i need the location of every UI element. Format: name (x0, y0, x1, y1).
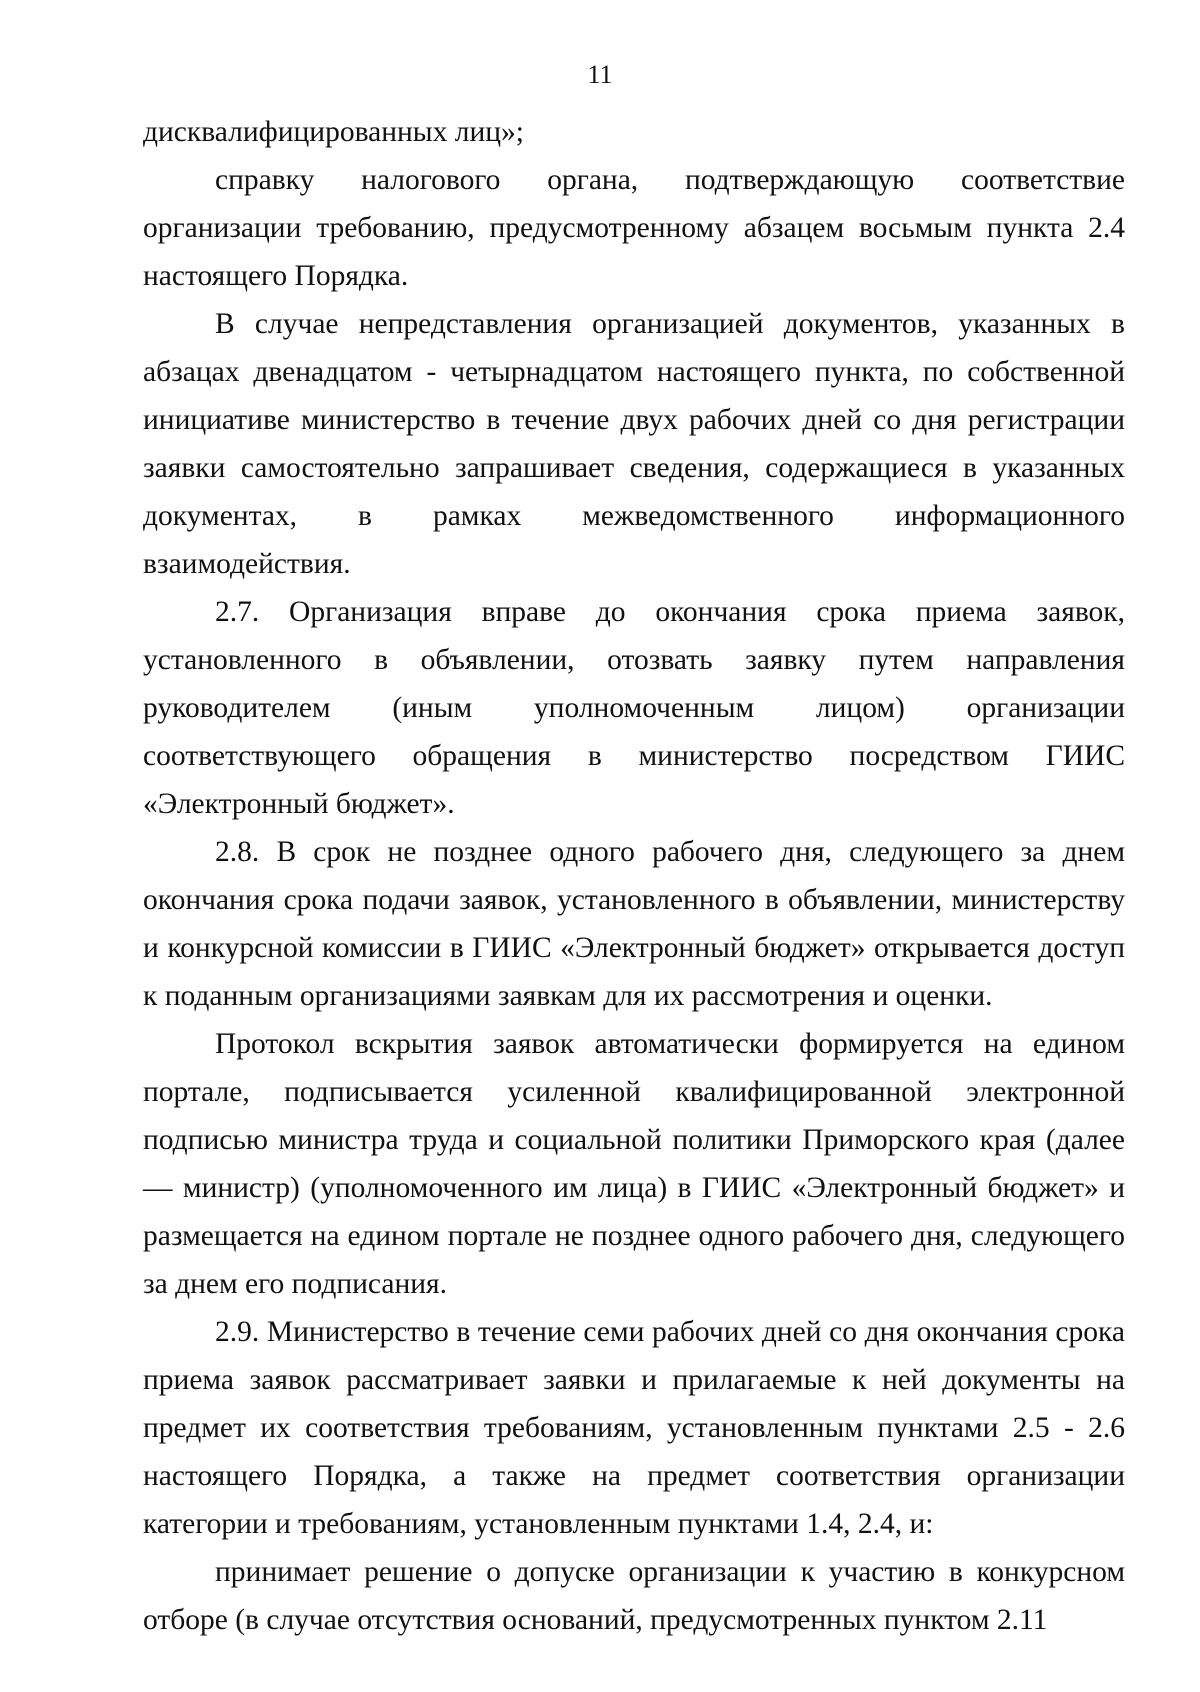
paragraph-7: 2.9. Министерство в течение семи рабочих дней со дня окончания срока приема заявок рассматривает заявки и прилагаемые к ней документы на предмет их соответствия требованиям, установленным пунктами 2.5 - 2.6 настоящего Порядка, а также на предмет соответствия организации категории и требованиям, установленным пунктами 1.4, 2.4, и: (143, 1316, 1125, 1540)
paragraph-1: дисквалифицированных лиц»; (143, 116, 524, 148)
paragraph-2: справку налогового органа, подтверждающую соответствие организации требованию, предусмотренному абзацем восьмым пункта 2.4 настоящего Порядка. (143, 164, 1125, 292)
paragraph-6: Протокол вскрытия заявок автоматически формируется на едином портале, подписывается усиленной квалифицированной электронной подписью министра труда и социальной политики Приморского края (далее — министр) (уполномоченного им лица) в ГИИС «Электронный бюджет» и размещается на едином портале не позднее одного рабочего дня, следующего за днем его подписания. (143, 1028, 1125, 1300)
paragraph-3: В случае непредставления организацией документов, указанных в абзацах двенадцатом - четырнадцатом настоящего пункта, по собственной инициативе министерство в течение двух рабочих дней со дня регистрации заявки самостоятельно запрашивает сведения, содержащиеся в указанных документах, в рамках межведомственного информационного взаимодействия. (143, 308, 1125, 580)
document-body (143, 108, 1125, 1644)
paragraph-5: 2.8. В срок не позднее одного рабочего дня, следующего за днем окончания срока подачи заявок, установленного в объявлении, министерству и конкурсной комиссии в ГИИС «Электронный бюджет» открывается доступ к поданным организациями заявкам для их рассмотрения и оценки. (143, 836, 1125, 1012)
paragraph-4: 2.7. Организация вправе до окончания срока приема заявок, установленного в объявлении, отозвать заявку путем направления руководителем (иным уполномоченным лицом) организации соответствующего обращения в министерство посредством ГИИС «Электронный бюджет». (143, 596, 1125, 820)
page-number: 11 (587, 60, 613, 89)
paragraph-8: принимает решение о допуске организации к участию в конкурсном отборе (в случае отсутствия оснований, предусмотренных пунктом 2.11 (143, 1556, 1125, 1636)
